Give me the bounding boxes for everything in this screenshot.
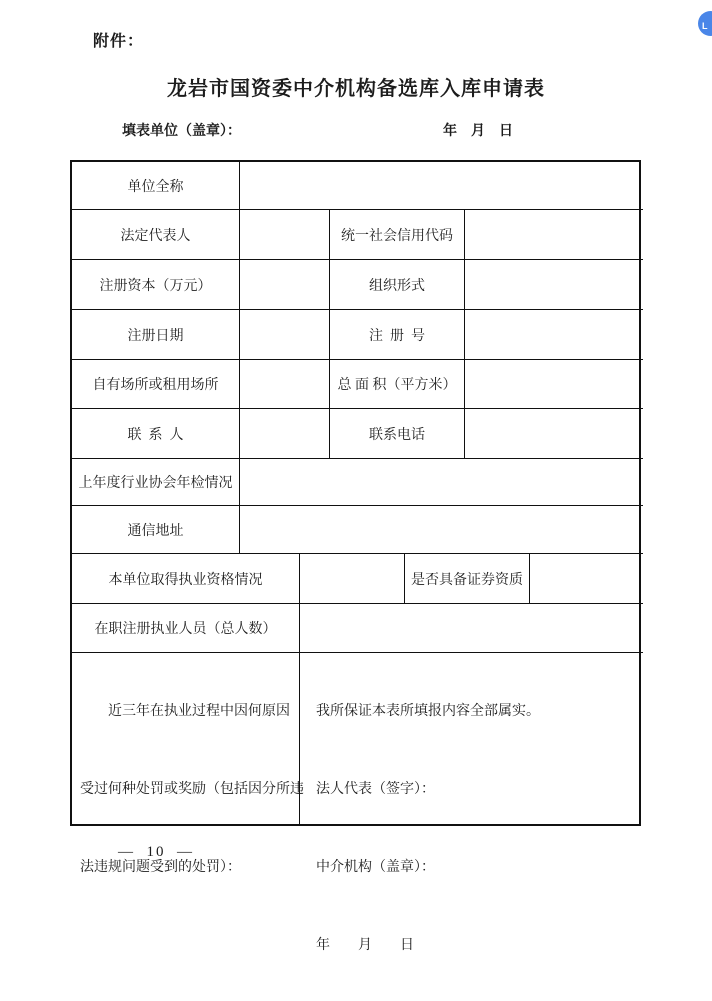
reg-no-value xyxy=(465,310,643,360)
reg-date-label: 注册日期 xyxy=(72,310,240,360)
legal-rep-label: 法定代表人 xyxy=(72,210,240,260)
declaration-date: 年 月 日 xyxy=(316,938,414,953)
floating-widget-button[interactable] xyxy=(698,11,712,36)
staff-count-value xyxy=(300,604,643,653)
reg-no-label: 注 册 号 xyxy=(330,310,465,360)
qualification-value xyxy=(300,554,405,604)
header-date-label: 年 月 日 xyxy=(443,124,513,139)
org-form-label: 组织形式 xyxy=(330,260,465,310)
page-number: — 10 — xyxy=(118,844,194,860)
declaration-legal-rep-sign: 法人代表（签字）： xyxy=(316,782,435,797)
penalty-line-2: 受过何种处罚或奖励（包括因分所违 xyxy=(80,782,304,797)
reg-capital-label: 注册资本（万元） xyxy=(72,260,240,310)
declaration-statement: 我所保证本表所填报内容全部属实。 xyxy=(316,704,540,719)
phone-value xyxy=(465,409,643,459)
penalty-line-1: 近三年在执业过程中因何原因 xyxy=(108,704,290,719)
blue-circle-widget-icon: L xyxy=(702,21,708,31)
unit-full-name-value xyxy=(240,162,643,210)
unit-full-name-label: 单位全称 xyxy=(72,162,240,210)
page-title: 龙岩市国资委中介机构备选库入库申请表 xyxy=(167,78,545,100)
address-label: 通信地址 xyxy=(72,506,240,554)
staff-count-label: 在职注册执业人员（总人数） xyxy=(72,604,300,653)
declaration-agency-seal: 中介机构（盖章）： xyxy=(316,860,435,875)
qualification-label: 本单位取得执业资格情况 xyxy=(72,554,300,604)
credit-code-label: 统一社会信用代码 xyxy=(330,210,465,260)
legal-rep-value xyxy=(240,210,330,260)
phone-label: 联系电话 xyxy=(330,409,465,459)
reg-capital-value xyxy=(240,260,330,310)
premises-label: 自有场所或租用场所 xyxy=(72,360,240,409)
fill-unit-label: 填表单位（盖章）： xyxy=(122,124,241,139)
reg-date-value xyxy=(240,310,330,360)
org-form-value xyxy=(465,260,643,310)
penalty-line-3: 法违规问题受到的处罚）： xyxy=(80,860,241,875)
premises-value xyxy=(240,360,330,409)
credit-code-value xyxy=(465,210,643,260)
securities-label: 是否具备证券资质 xyxy=(405,554,530,604)
annual-check-value xyxy=(240,459,643,506)
total-area-value xyxy=(465,360,643,409)
attachment-label: 附件： xyxy=(93,33,145,50)
contact-value xyxy=(240,409,330,459)
securities-value xyxy=(530,554,643,604)
annual-check-label: 上年度行业协会年检情况 xyxy=(72,459,240,506)
address-value xyxy=(240,506,643,554)
declaration-cell xyxy=(300,653,643,953)
contact-label: 联 系 人 xyxy=(72,409,240,459)
total-area-label: 总 面 积（平方米） xyxy=(330,360,465,409)
